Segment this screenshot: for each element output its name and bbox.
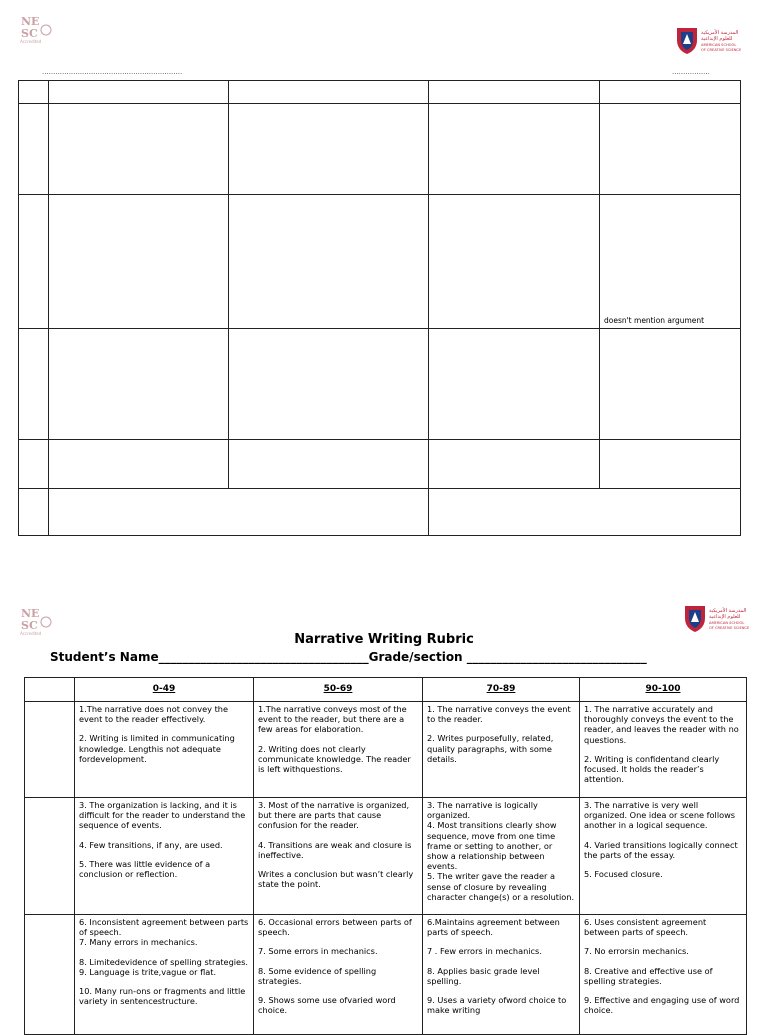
table-row — [19, 329, 741, 440]
rubric-row-ideas — [25, 702, 747, 798]
rubric-cell: 1.The narrative does not convey the event to the reader effectively. 2. Writing is limited in communicating knowledge. Lengthis not adequate fordevelopment. — [75, 702, 254, 798]
table-row — [19, 440, 741, 489]
rubric-row-conventions — [25, 915, 747, 1035]
rubric-cell: 3. The narrative is very well organized. One idea or scene follows another in a logical sequence. 4. Varied transitions logically connect the parts of the essay. 5. Focused closure. — [580, 798, 747, 915]
svg-text:AMERICAN SCHOOL: AMERICAN SCHOOL — [709, 621, 745, 625]
svg-text:NE: NE — [21, 607, 40, 620]
date-dotted-line: ................. — [672, 68, 710, 76]
american-school-logo — [683, 604, 768, 634]
criterion-cell — [25, 702, 75, 798]
rubric-cell: 3. The organization is lacking, and it is difficult for the reader to understand the sequence of events. 4. Few transitions, if any, are used. 5. There was little evidence of a conclusion or reflection. — [75, 798, 254, 915]
page1-table — [18, 80, 741, 536]
rubric-cell: 6. Inconsistent agreement between parts of speech. 7. Many errors in mechanics. 8. Limitedevidence of spelling strategies. 9. Language is trite,vague or flat. 10. Many run-ons or fragments and little variety in sentencestructure. — [75, 915, 254, 1035]
header-blank — [25, 678, 75, 702]
svg-text:المدرسة الأمريكية: المدرسة الأمريكية — [701, 30, 739, 36]
rubric-table — [24, 677, 747, 1035]
table-row — [19, 104, 741, 195]
rubric-cell: 1. The narrative conveys the event to the reader. 2. Writes purposefully, related, quality paragraphs, with some details. — [423, 702, 580, 798]
table-row — [19, 489, 741, 536]
svg-text:AMERICAN SCHOOL: AMERICAN SCHOOL — [701, 43, 737, 47]
rubric-cell: 3. Most of the narrative is organized, but there are parts that cause confusion for the reader. 4. Transitions are weak and closure is ineffective. Writes a conclusion but wasn’t clearly state the point. — [254, 798, 423, 915]
american-school-logo — [675, 26, 763, 56]
rubric-cell: 3. The narrative is logically organized. 4. Most transitions clearly show sequence, move from one time frame or setting to another, or show a relationship between events. 5. The writer gave the reader a sense of closure by revealing character change(s) or a resolution. — [423, 798, 580, 915]
svg-text:SC: SC — [21, 27, 38, 40]
table-row — [19, 195, 741, 329]
criterion-cell — [25, 915, 75, 1035]
header-score-range: 50-69 — [254, 678, 423, 702]
svg-text:NE: NE — [21, 15, 40, 28]
svg-text:OF CREATIVE SCIENCE: OF CREATIVE SCIENCE — [709, 626, 750, 630]
header-score-range: 90-100 — [580, 678, 747, 702]
svg-text:SC: SC — [21, 619, 38, 632]
criterion-cell — [25, 798, 75, 915]
header-score-range: 0-49 — [75, 678, 254, 702]
svg-text:Accredited: Accredited — [20, 39, 42, 44]
svg-text:للعلوم الإبداعية: للعلوم الإبداعية — [709, 614, 741, 620]
rubric-cell: 6. Uses consistent agreement between parts of speech. 7. No errorsin mechanics. 8. Creative and effective use of spelling strategies. 9. Effective and engaging use of word choice. — [580, 915, 747, 1035]
student-name-grade-line: Student’s Name___________________________________Grade/section ______________________________ — [50, 650, 647, 664]
school-accreditation-logo — [18, 14, 54, 44]
rubric-cell: 6. Occasional errors between parts of speech. 7. Some errors in mechanics. 8. Some evidence of spelling strategies. 9. Shows some use ofvaried word choice. — [254, 915, 423, 1035]
svg-text:Accredited: Accredited — [20, 631, 42, 636]
table-row — [19, 81, 741, 104]
rubric-row-organization — [25, 798, 747, 915]
rubric-cell: 6.Maintains agreement between parts of speech. 7 . Few errors in mechanics. 8. Applies basic grade level spelling. 9. Uses a variety ofword choice to make writing — [423, 915, 580, 1035]
rubric-cell: 1. The narrative accurately and thoroughly conveys the event to the reader, and leaves the reader with no questions. 2. Writing is confidentand clearly focused. It holds the reader’s attention. — [580, 702, 747, 798]
rubric-header-row — [25, 678, 747, 702]
rubric-cell: 1.The narrative conveys most of the event to the reader, but there are a few areas for elaboration. 2. Writing does not clearly communicate knowledge. The reader is left withquestions. — [254, 702, 423, 798]
rubric-title: Narrative Writing Rubric — [294, 632, 474, 647]
svg-text:للعلوم الإبداعية: للعلوم الإبداعية — [701, 36, 733, 42]
teacher-note: doesn't mention argument — [604, 316, 705, 325]
header-score-range: 70-89 — [423, 678, 580, 702]
svg-text:المدرسة الأمريكية: المدرسة الأمريكية — [709, 608, 747, 614]
name-dotted-line: ............................................................... — [42, 68, 183, 76]
svg-text:OF CREATIVE SCIENCE: OF CREATIVE SCIENCE — [701, 48, 742, 52]
